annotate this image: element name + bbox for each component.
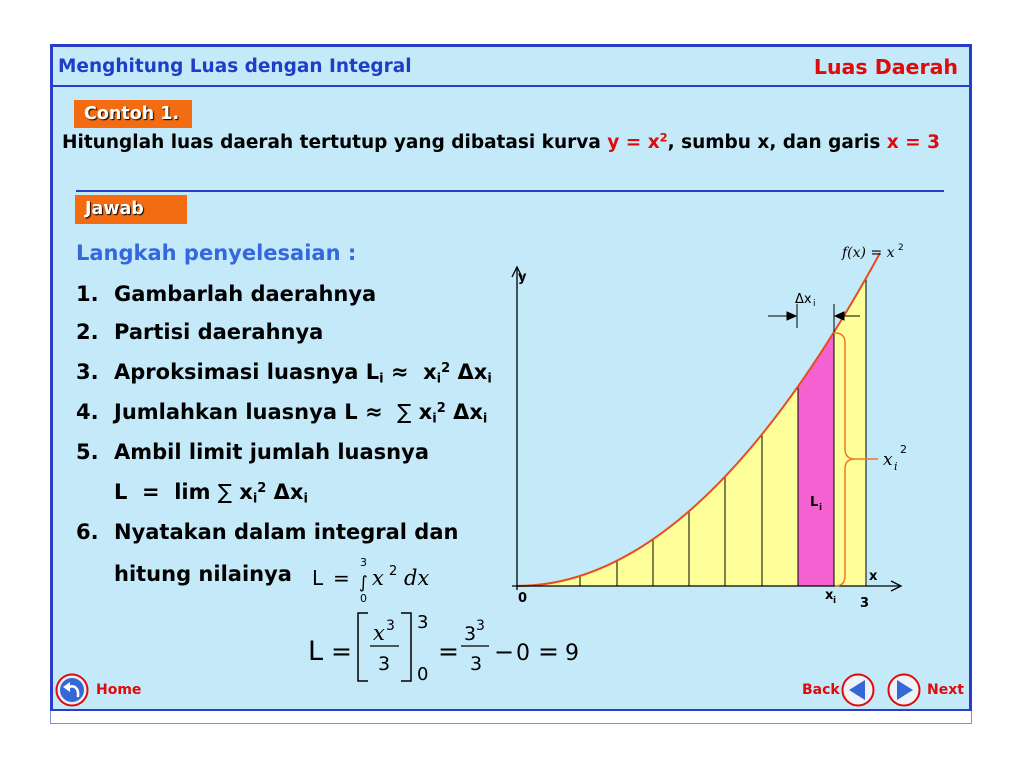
step-text: Gambarlah daerahnya (114, 282, 377, 306)
delta-subscript: i (813, 299, 816, 309)
step-text: Nyatakan dalam integral dan (114, 520, 459, 544)
integral-variable: x (372, 566, 384, 590)
result-equals-3: = (538, 637, 559, 666)
left-bracket (358, 613, 368, 681)
height-label: x (883, 450, 893, 470)
height-subscript: i (894, 460, 898, 473)
xi-subscript: i (833, 596, 837, 606)
x-end-label: 3 (860, 596, 870, 611)
delta-term: Δx (450, 360, 488, 384)
arrowhead-right-icon (787, 312, 796, 320)
subscript: i (252, 491, 258, 507)
integral-lhs: L (312, 566, 324, 590)
result-formula (308, 612, 579, 685)
highlighted-strip (798, 332, 834, 586)
result-lhs: L (308, 636, 324, 667)
back-label[interactable]: Back (802, 682, 840, 698)
bracket-lower-limit: 0 (417, 664, 429, 685)
fraction2-numerator-exponent: 3 (476, 618, 485, 634)
integral-sign: ∫ (359, 573, 368, 593)
back-button[interactable] (802, 673, 875, 707)
subscript: i (379, 371, 384, 387)
superscript: 2 (257, 480, 267, 496)
bracket-upper-limit: 3 (417, 612, 429, 633)
function-exponent: 2 (898, 243, 904, 253)
superscript: 2 (441, 360, 451, 376)
section-title: Luas Daerah (813, 55, 958, 79)
step-label: Aproksimasi luasnya L (114, 360, 380, 384)
function-label: f(x) = x (842, 245, 895, 261)
x-term: x (231, 480, 253, 504)
question-part2: , sumbu x, dan garis (667, 132, 887, 153)
step-number: 5. (76, 440, 99, 464)
superscript: 2 (436, 400, 446, 416)
strip-label: L (810, 495, 819, 510)
right-bracket (401, 613, 411, 681)
xi-label: x (825, 588, 834, 603)
result-minus: − (494, 638, 515, 666)
subscript: i (436, 371, 442, 387)
result-equals: = (331, 637, 352, 666)
question-curve-exponent: 2 (659, 130, 668, 145)
fraction2-denominator: 3 (470, 653, 483, 675)
delta-term: Δx (266, 480, 304, 504)
integral-equals: = (333, 566, 350, 590)
x-axis-label: x (869, 569, 878, 584)
limit-lhs: L = lim (114, 480, 218, 504)
example-badge: Contoh 1. (74, 100, 192, 128)
x-term: x (411, 400, 433, 424)
step-number: 3. (76, 360, 99, 384)
step-label: Jumlahkan luasnya L ≈ (114, 400, 398, 424)
next-button[interactable] (887, 673, 964, 707)
home-button[interactable] (55, 673, 141, 707)
step-number: 4. (76, 400, 99, 424)
step-text: Ambil limit jumlah luasnya (114, 440, 429, 464)
integral-dx: dx (404, 566, 430, 590)
question-part1: Hitunglah luas daerah tertutup yang dibatasi kurva (62, 132, 608, 153)
steps-heading: Langkah penyelesaian : (76, 241, 357, 265)
subscript: i (487, 371, 492, 387)
area-graph (512, 243, 907, 611)
fraction2-numerator: 3 (464, 623, 477, 645)
fraction-numerator-exponent: 3 (386, 618, 395, 634)
integral-lower-limit: 0 (360, 592, 367, 605)
step-number: 1. (76, 282, 99, 306)
strip-subscript: i (819, 503, 823, 513)
next-label[interactable]: Next (927, 682, 964, 698)
subscript: i (432, 411, 437, 427)
step-number: 2. (76, 320, 99, 344)
triangle-right-icon[interactable] (887, 673, 921, 707)
delta-label: Δx (795, 292, 812, 307)
integral-formula (312, 556, 429, 605)
fraction-numerator: x (373, 621, 385, 645)
home-label[interactable]: Home (96, 682, 142, 698)
step-text: Partisi daerahnya (114, 320, 324, 344)
origin-label: 0 (518, 591, 528, 606)
subscript: i (482, 411, 488, 427)
integral-upper-limit: 3 (360, 556, 367, 569)
subscript: i (303, 491, 308, 507)
result-value: 9 (565, 641, 579, 666)
approx-term: ≈ x (383, 360, 437, 384)
triangle-left-icon[interactable] (841, 673, 875, 707)
sum-symbol: ∑ (217, 480, 232, 504)
result-equals-2: = (438, 637, 459, 666)
question-curve: y = x (607, 132, 660, 153)
answer-badge: Jawab (75, 195, 187, 224)
step-text: hitung nilainya (114, 562, 292, 586)
return-arrow-icon[interactable] (55, 673, 89, 707)
height-superscript: 2 (900, 443, 907, 456)
fraction-denominator: 3 (378, 653, 391, 675)
sum-symbol: ∑ (397, 400, 412, 424)
slide-title: Menghitung Luas dengan Integral (58, 56, 412, 77)
delta-term: Δx (445, 400, 483, 424)
y-axis-label: y (518, 270, 527, 285)
step-number: 6. (76, 520, 99, 544)
arrowhead-left-icon (835, 312, 844, 320)
question-line: x = 3 (886, 132, 940, 153)
result-zero: 0 (516, 641, 530, 666)
integral-exponent: 2 (389, 564, 398, 579)
